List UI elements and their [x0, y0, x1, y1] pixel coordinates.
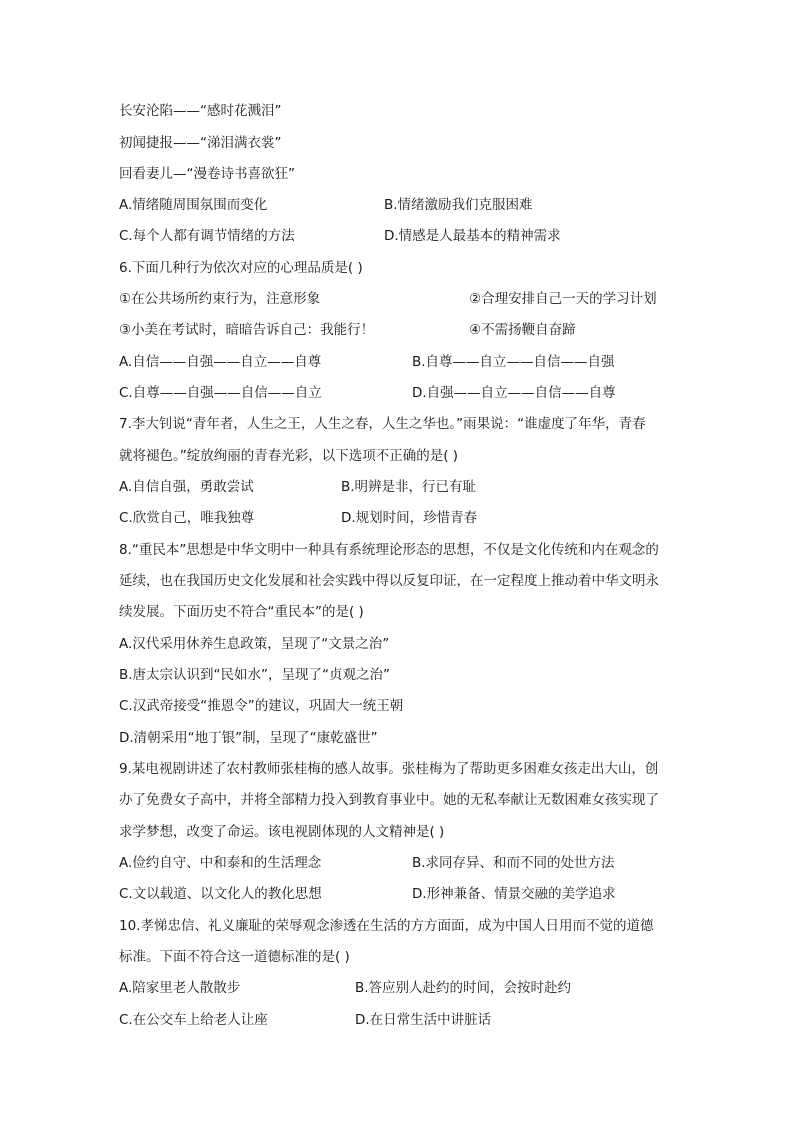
q10-stem-line-2: 标准。下面不符合这一道德标准的是( ): [119, 949, 350, 965]
q7-option-d: D.规划时间，珍惜青春: [341, 510, 478, 526]
q10-stem-line-1: 10.孝悌忠信、礼义廉耻的荣辱观念渗透在生活的方方面面，成为中国人日用而不觉的道德: [119, 918, 654, 934]
q9-stem-line-1: 9.某电视剧讲述了农村教师张桂梅的感人故事。张桂梅为了帮助更多困难女孩走出大山，创: [119, 761, 659, 777]
q6-item-4: ④不需扬鞭自奋蹄: [469, 322, 576, 338]
q8-option-a: A.汉代采用休养生息政策，呈现了“文景之治”: [119, 636, 390, 652]
q8-stem-line-1: 8.“重民本”思想是中华文明中一种具有系统理论形态的思想，不仅是文化传统和内在观念的: [119, 542, 659, 558]
q7-stem-line-1: 7.李大钊说“青年者，人生之王，人生之春，人生之华也。”雨果说：“谁虚度了年华，青春: [119, 416, 646, 432]
q6-item-1: ①在公共场所约束行为，注意形象: [119, 291, 321, 307]
q10-option-d: D.在日常生活中讲脏话: [355, 1012, 492, 1028]
q10-option-b: B.答应别人赴约的时间，会按时赴约: [355, 980, 572, 996]
poem-line-1: 长安沦陷——“感时花溅泪”: [119, 103, 282, 119]
q5-option-c: C.每个人都有调节情绪的方法: [119, 228, 295, 244]
q7-option-a: A.自信自强，勇敢尝试: [119, 479, 254, 495]
q9-option-d: D.形神兼备、情景交融的美学追求: [412, 886, 616, 902]
q5-option-a: A.情绪随周围氛围而变化: [119, 197, 268, 213]
q6-option-a: A.自信——自强——自立——自尊: [119, 354, 322, 370]
q6-option-c: C.自尊——自强——自信——自立: [119, 385, 322, 401]
q9-option-b: B.求同存异、和而不同的处世方法: [412, 855, 615, 871]
q6-option-d: D.自强——自立——自信——自尊: [412, 385, 616, 401]
q6-stem: 6.下面几种行为依次对应的心理品质是( ): [119, 260, 363, 276]
q5-option-d: D.情感是人最基本的精神需求: [384, 228, 561, 244]
poem-line-2: 初闻捷报——“涕泪满衣裳”: [119, 135, 282, 151]
q9-option-a: A.俭约自守、中和泰和的生活理念: [119, 855, 322, 871]
poem-line-3: 回看妻儿—“漫卷诗书喜欲狂”: [119, 166, 295, 182]
q10-option-a: A.陪家里老人散散步: [119, 980, 241, 996]
q7-option-c: C.欣赏自己，唯我独尊: [119, 510, 255, 526]
q7-option-b: B.明辨是非，行已有耻: [341, 479, 477, 495]
q6-item-3: ③小美在考试时，暗暗告诉自己：我能行！: [119, 322, 375, 338]
q7-stem-line-2: 就将褪色。”绽放绚丽的青春光彩，以下选项不正确的是( ): [119, 448, 459, 464]
q8-option-c: C.汉武帝接受“推恩令”的建议，巩固大一统王朝: [119, 698, 404, 714]
q8-stem-line-3: 续发展。下面历史不符合“重民本”的是( ): [119, 604, 364, 620]
q8-option-b: B.唐太宗认识到“民如水”，呈现了“贞观之治”: [119, 667, 391, 683]
q9-stem-line-2: 办了免费女子高中，并将全部精力投入到教育事业中。她的无私奉献让无数困难女孩实现了: [119, 792, 659, 808]
q9-stem-line-3: 求学梦想，改变了命运。该电视剧体现的人文精神是( ): [119, 824, 445, 840]
q9-option-c: C.文以载道、以文化人的教化思想: [119, 886, 322, 902]
q6-option-b: B.自尊——自立——自信——自强: [412, 354, 615, 370]
q10-option-c: C.在公交车上给老人让座: [119, 1012, 268, 1028]
q8-stem-line-2: 延续，也在我国历史文化发展和社会实践中得以反复印证，在一定程度上推动着中华文明永: [119, 573, 659, 589]
q8-option-d: D.清朝采用“地丁银”制，呈现了“康乾盛世”: [119, 730, 378, 746]
q5-option-b: B.情绪激励我们克服困难: [384, 197, 533, 213]
q6-item-2: ②合理安排自己一天的学习计划: [469, 291, 657, 307]
